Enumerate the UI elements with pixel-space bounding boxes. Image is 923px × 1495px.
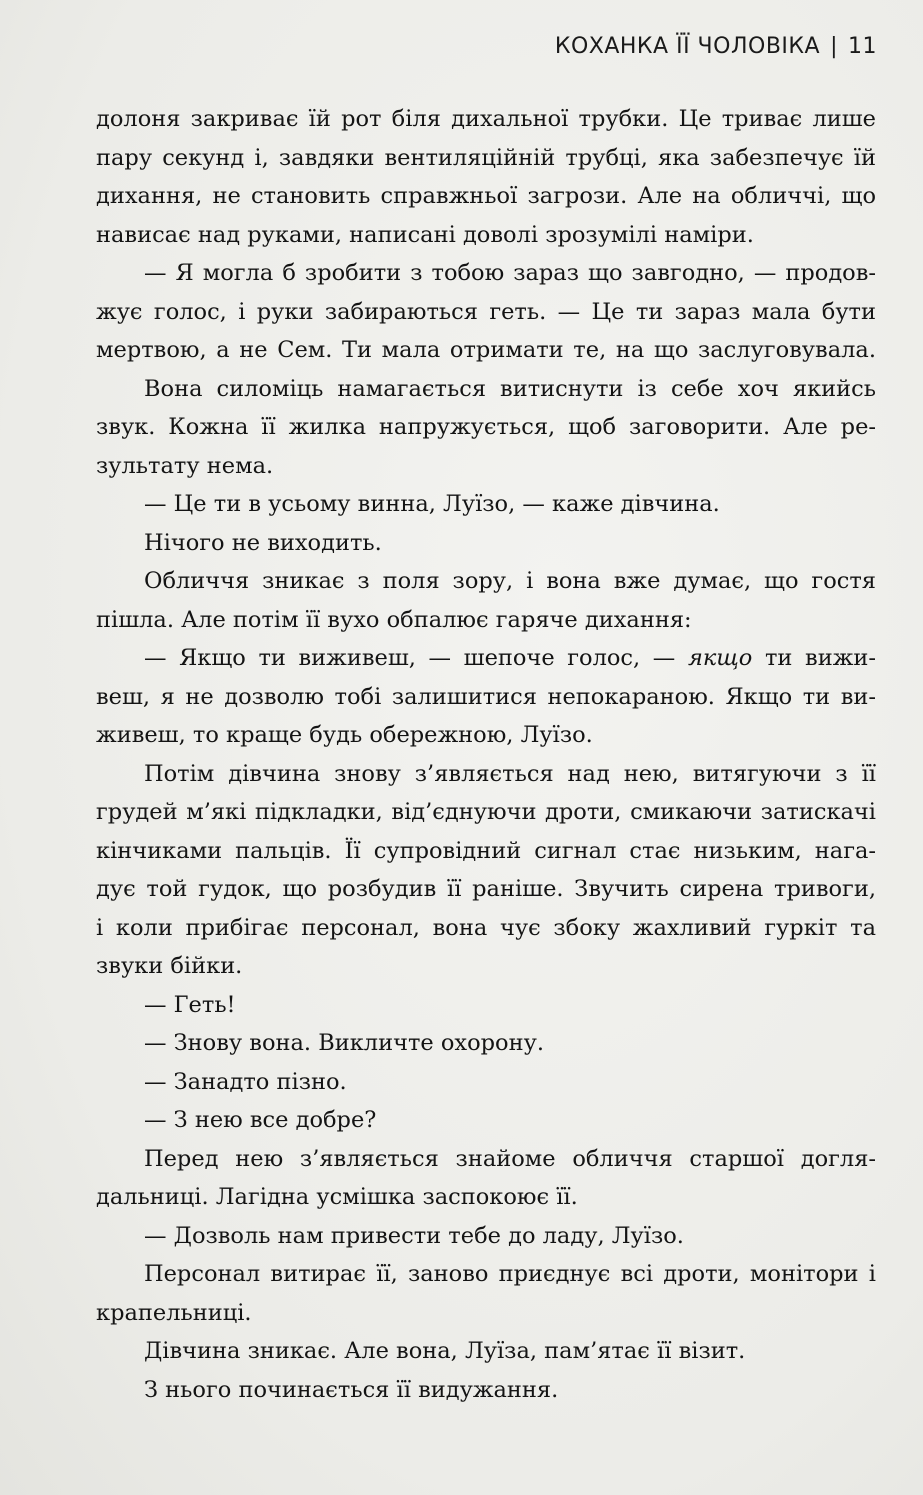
text-line (96, 793, 876, 832)
line-text: грудей м’які підкладки, від’єднуючи дроти, смикаючи затискачі (96, 799, 876, 825)
text-line (96, 909, 876, 948)
line-text: Потім дівчина знову з’являється над нею, витягуючи з її (144, 760, 876, 787)
text-line (96, 947, 876, 986)
line-text: — Знову вона. Викличте охорону. (144, 1030, 544, 1056)
text-line (96, 100, 876, 139)
text-line (96, 293, 876, 332)
text-line (96, 870, 876, 909)
line-text: зультату нема. (96, 452, 274, 479)
line-text: — Дозволь нам привести тебе до ладу, Луїзо. (144, 1222, 684, 1249)
text-line (96, 1371, 876, 1410)
line-text: Дівчина зникає. Але вона, Луїза, пам’ятає її візит. (144, 1338, 746, 1364)
line-text: живеш, то краще будь обережною, Луїзо. (96, 722, 593, 748)
line-text: дальниці. Лагідна усмішка заспокоює її. (96, 1184, 578, 1210)
text-line (96, 1217, 876, 1256)
text-line (96, 1294, 876, 1333)
line-text: дихання, не становить справжньої загрози. Але на обличчі, що (96, 183, 876, 209)
line-text: пішла. Але потім її вухо обпалює гаряче дихання: (96, 606, 692, 633)
line-text: крапельниці. (96, 1299, 252, 1326)
line-text: звук. Кожна її жилка напружується, щоб заговорити. Але ре- (96, 414, 876, 440)
text-line (96, 1140, 876, 1179)
text-line (96, 1332, 876, 1371)
line-text: — Геть! (144, 991, 236, 1018)
line-text: веш, я не дозволю тобі залишитися непокараною. Якщо ти ви- (96, 683, 876, 710)
line-text: Обличчя зникає з поля зору, і вона вже думає, що гостя (144, 568, 876, 594)
text-line (96, 562, 876, 601)
text-line (96, 1178, 876, 1217)
text-line (96, 408, 876, 447)
text-line (96, 832, 876, 871)
text-line (96, 1024, 876, 1063)
line-text: — Занадто пізно. (144, 1068, 347, 1095)
line-text: Вона силоміць намагається витиснути із себе хоч якийсь (144, 375, 876, 402)
line-text: мертвою, а не Сем. Ти мала отримати те, на що заслуговувала. (96, 337, 876, 363)
line-text: Перед нею з’являється знайоме обличчя старшої догля- (144, 1145, 876, 1172)
body-text (96, 100, 876, 1409)
text-line (96, 485, 876, 524)
line-text: — Це ти в усьому винна, Луїзо, — каже дівчина. (144, 491, 720, 517)
line-text: Нічого не виходить. (144, 529, 382, 556)
line-text: З нього починається її видужання. (144, 1376, 559, 1403)
page-number: 11 (848, 34, 877, 59)
line-text: і коли прибігає персонал, вона чує збоку жахливий гуркіт та (96, 914, 876, 941)
text-line (96, 216, 876, 255)
text-line (96, 370, 876, 409)
line-text: жує голос, і руки забираються геть. — Це ти зараз мала бути (96, 298, 876, 325)
line-text: кінчиками пальців. Її супровідний сигнал стає низьким, нага- (96, 837, 876, 864)
text-line (96, 254, 876, 293)
italic-emphasis: якщо (687, 645, 753, 671)
text-line (96, 678, 876, 717)
book-title: КОХАНКА ЇЇ ЧОЛОВІКА (554, 34, 821, 59)
text-line (96, 331, 876, 370)
text-line (96, 639, 876, 678)
text-line (96, 986, 876, 1025)
line-text: — Якщо ти виживеш, — шепоче голос, — (144, 645, 676, 671)
line-text: ти вижи- (764, 645, 876, 671)
text-line (96, 524, 876, 563)
text-line (96, 447, 876, 486)
text-line (96, 177, 876, 216)
line-text: долоня закриває їй рот біля дихальної трубки. Це триває лише (96, 106, 876, 132)
line-text: пару секунд і, завдяки вентиляційній трубці, яка забезпечує їй (96, 144, 876, 171)
line-text: Персонал витирає її, заново приєднує всі дроти, монітори і (144, 1261, 876, 1287)
running-header (555, 34, 877, 59)
header-separator: | (830, 34, 838, 59)
line-text: — З нею все добре? (144, 1107, 377, 1133)
text-line (96, 755, 876, 794)
line-text: — Я могла б зробити з тобою зараз що завгодно, — продов- (144, 260, 876, 286)
text-line (96, 1101, 876, 1140)
text-line (96, 139, 876, 178)
text-line (96, 716, 876, 755)
text-line (96, 601, 876, 640)
text-line (96, 1255, 876, 1294)
text-line (96, 1063, 876, 1102)
line-text: звуки бійки. (96, 953, 243, 979)
line-text: нависає над руками, написані доволі зрозумілі наміри. (96, 221, 754, 248)
line-text: дує той гудок, що розбудив її раніше. Звучить сирена тривоги, (96, 876, 876, 902)
